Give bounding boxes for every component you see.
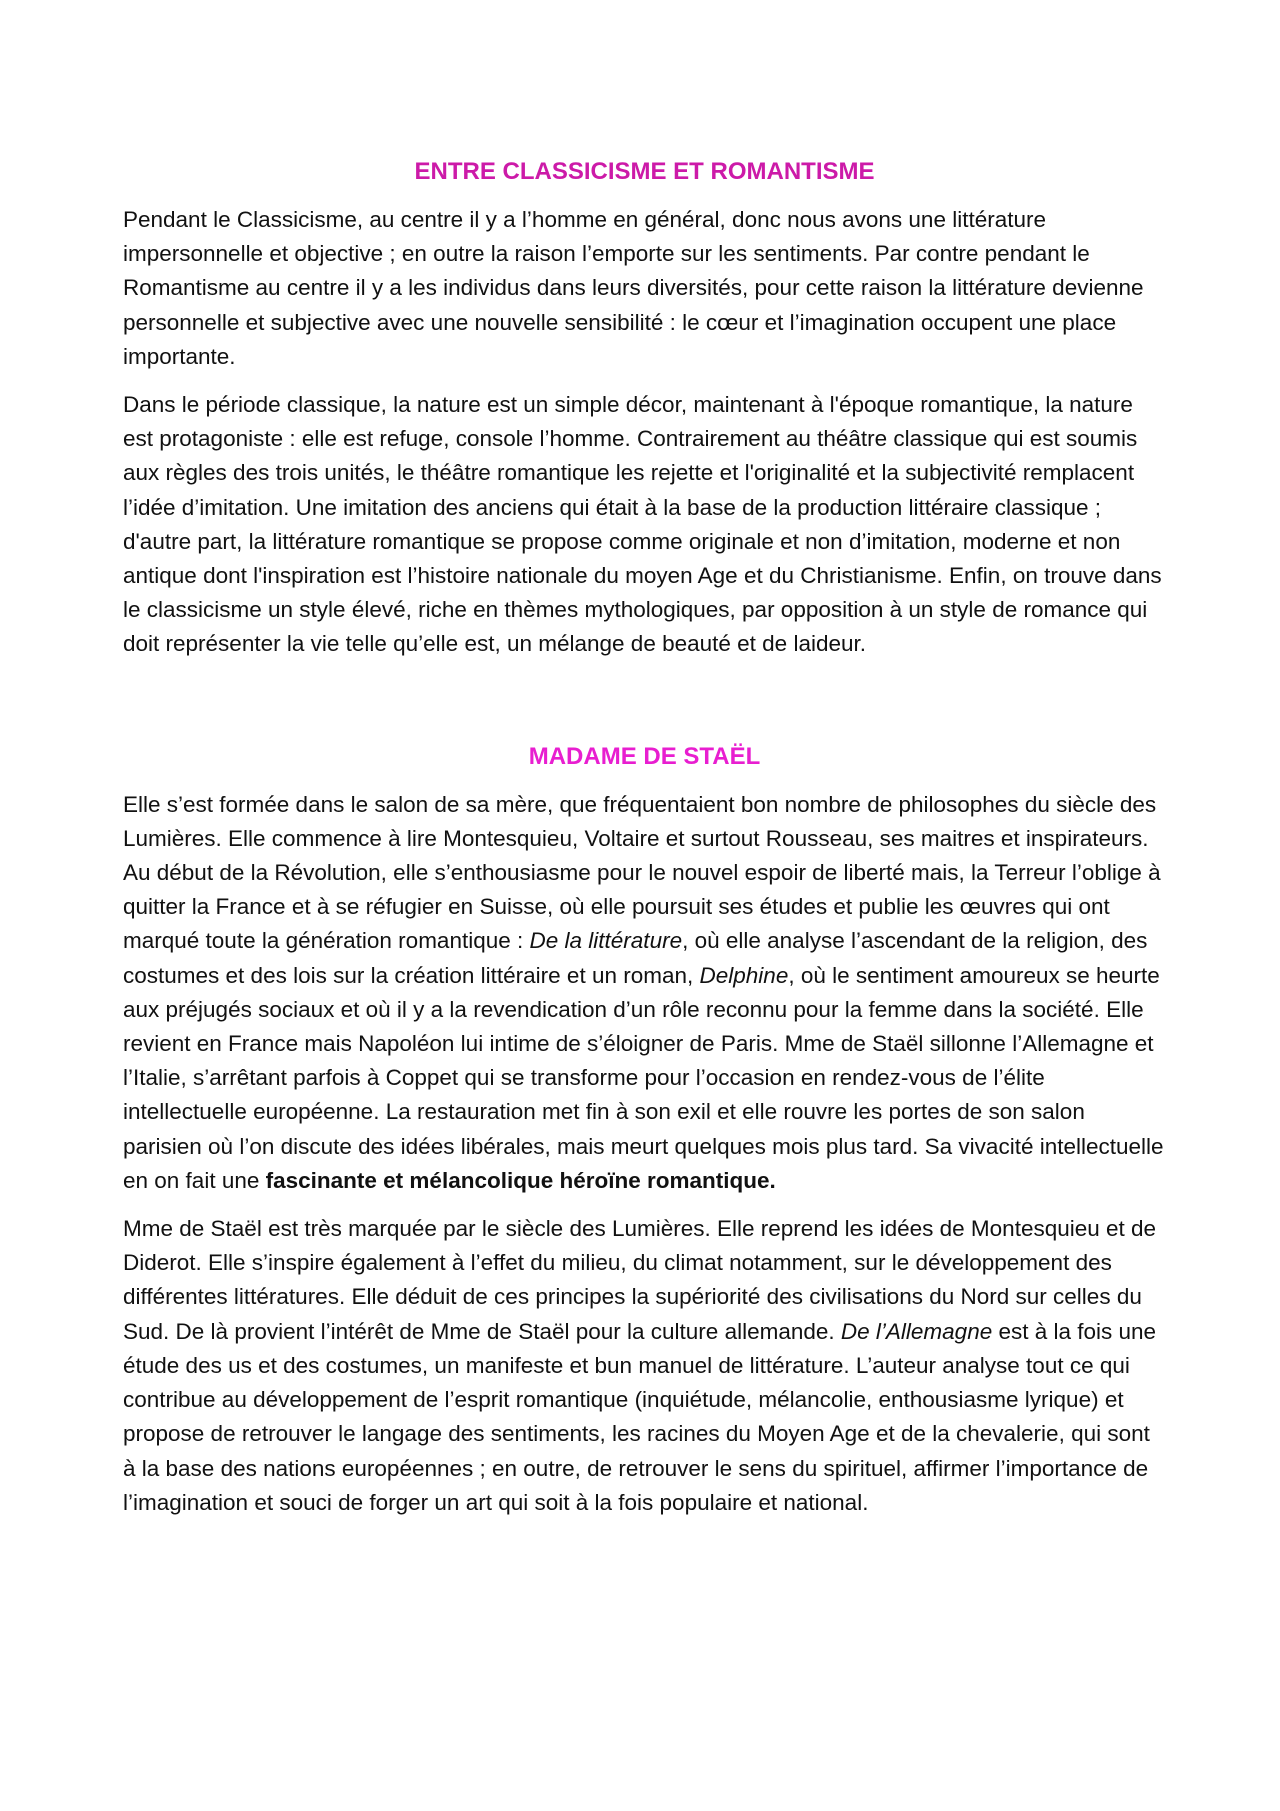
text-run: Elle s’est formée dans le salon de sa mère, que fréquentaient bon nombre de philosophes du siècle des Lumières. Elle commence à lire Montesquieu, Voltaire et surtout Rousseau, ses maitres et inspirateurs. Au début de la Révolution, elle s’enthousiasme pour le nouvel espoir de liberté mais, la Terreur l’oblige à quitter la France et à se réfugier en Suisse, où elle poursuit ses études et publie les œuvres qui ont marqué toute la génération romantique :	[123, 791, 1161, 954]
paragraph: Dans le période classique, la nature est un simple décor, maintenant à l'époque romantique, la nature est protagoniste : elle est refuge, console l’homme. Contrairement au théâtre classique qui est soumis aux règles des trois unités, le théâtre romantique les rejette et l'originalité et la subjectivité remplacent l’idée d’imitation. Une imitation des anciens qui était à la base de la production littéraire classique ; d'autre part, la littérature romantique se propose comme originale et non d’imitation, moderne et non antique dont l'inspiration est l’histoire nationale du moyen Age et du Christianisme. Enfin, on trouve dans le classicisme un style élevé, riche en thèmes mythologiques, par opposition à un style de romance qui doit représenter la vie telle qu’elle est, un mélange de beauté et de laideur.	[123, 392, 1162, 657]
paragraph	[123, 1212, 1166, 1520]
document-page	[123, 155, 1166, 1534]
book-title: De la littérature	[529, 928, 683, 954]
text-run: , où le sentiment amoureux se heurte aux préjugés sociaux et où il y a la revendication d’un rôle reconnu pour la femme dans la société. Elle revient en France mais Napoléon lui intime de s’éloigner de Paris. Mme de Staël sillonne l’Allemagne et l’Italie, s’arrêtant parfois à Coppet qui se transforme pour l’occasion en rendez-vous de l’élite intellectuelle européenne. La restauration met fin à son exil et elle rouvre les portes de son salon parisien où l’on discute des idées libérales, mais meurt quelques mois plus tard. Sa vivacité intellectuelle en on fait une	[123, 962, 1164, 1193]
paragraph	[123, 788, 1166, 1198]
section-heading: MADAME DE STAËL	[528, 742, 761, 770]
section-spacer	[123, 676, 1166, 740]
emphasis-text: fascinante et mélancolique héroïne romantique.	[265, 1167, 776, 1193]
text-run: Mme de Staël est très marquée par le siècle des Lumières. Elle reprend les idées de Montesquieu et de Diderot. Elle s’inspire également à l’effet du milieu, du climat notamment, sur le développement des différentes littératures. Elle déduit de ces principes la supériorité des civilisations du Nord sur celles du Sud. De là provient l’intérêt de Mme de Staël pour la culture allemande.	[123, 1216, 1157, 1344]
book-title: Delphine	[699, 962, 789, 988]
paragraph: Pendant le Classicisme, au centre il y a l’homme en général, donc nous avons une littérature impersonnelle et objective ; en outre la raison l’emporte sur les sentiments. Par contre pendant le Romantisme au centre il y a les individus dans leurs diversités, pour cette raison la littérature devienne personnelle et subjective avec une nouvelle sensibilité : le cœur et l’imagination occupent une place importante.	[123, 207, 1144, 369]
book-title: De l’Allemagne	[840, 1318, 993, 1344]
section-classicisme-romantisme	[123, 155, 1166, 662]
section-heading: ENTRE CLASSICISME ET ROMANTISME	[414, 158, 875, 185]
text-run: est à la fois une étude des us et des costumes, un manifeste et bun manuel de littérature. L’auteur analyse tout ce qui contribue au développement de l’esprit romantique (inquiétude, mélancolie, enthousiasme lyrique) et propose de retrouver le langage des sentiments, les racines du Moyen Age et de la chevalerie, qui sont à la base des nations européennes ; en outre, de retrouver le sens du spirituel, affirmer l’importance de l’imagination et souci de forger un art qui soit à la fois populaire et national.	[123, 1318, 1157, 1515]
section-madame-de-stael	[123, 740, 1166, 1520]
text-run: , où elle analyse l’ascendant de la religion, des costumes et des lois sur la création littéraire et un roman,	[123, 928, 1148, 988]
